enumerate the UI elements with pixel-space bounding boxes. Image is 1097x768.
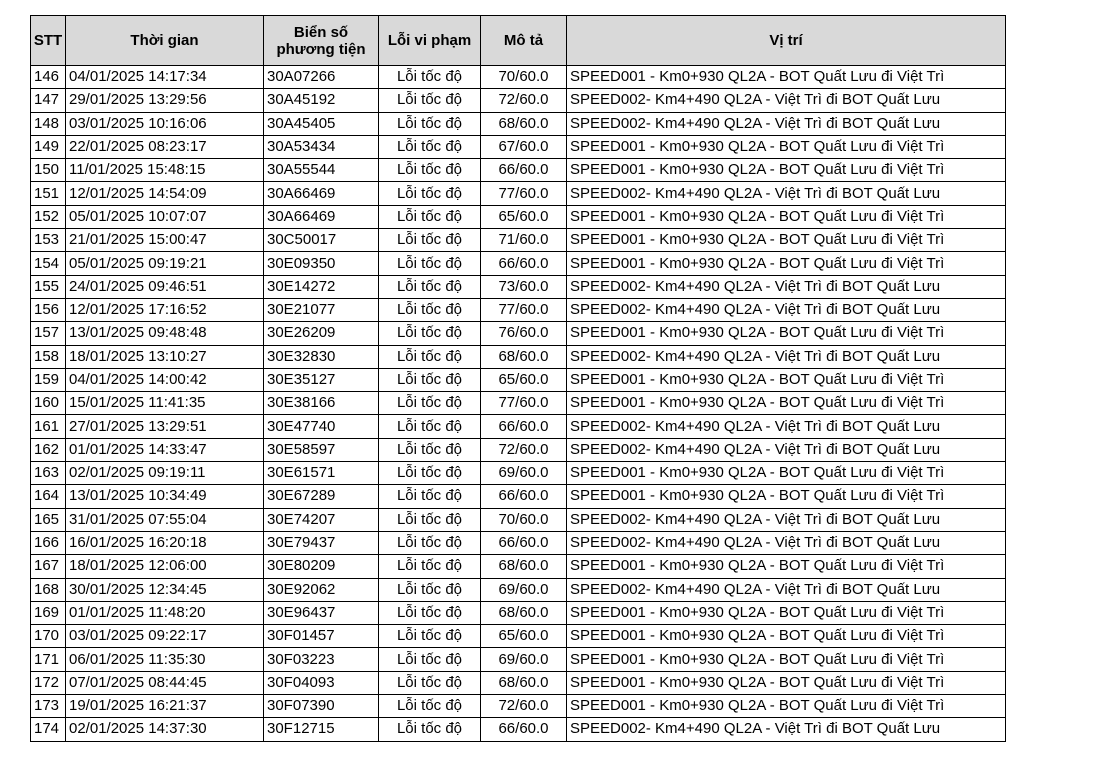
cell-stt: 168 [31,578,66,601]
cell-stt: 151 [31,182,66,205]
cell-error: Lỗi tốc độ [379,415,481,438]
cell-plate: 30E26209 [264,322,379,345]
cell-location: SPEED002- Km4+490 QL2A - Việt Trì đi BOT Quất Lưu [567,345,1006,368]
table-row [31,159,1006,182]
cell-time: 03/01/2025 10:16:06 [66,112,264,135]
cell-stt: 148 [31,112,66,135]
cell-desc: 67/60.0 [481,135,567,158]
cell-plate: 30E74207 [264,508,379,531]
cell-desc: 68/60.0 [481,555,567,578]
cell-stt: 171 [31,648,66,671]
cell-location: SPEED001 - Km0+930 QL2A - BOT Quất Lưu đi Việt Trì [567,252,1006,275]
cell-time: 16/01/2025 16:20:18 [66,531,264,554]
cell-desc: 66/60.0 [481,159,567,182]
cell-error: Lỗi tốc độ [379,89,481,112]
cell-plate: 30A07266 [264,66,379,89]
cell-location: SPEED002- Km4+490 QL2A - Việt Trì đi BOT Quất Lưu [567,438,1006,461]
cell-time: 01/01/2025 14:33:47 [66,438,264,461]
table-row [31,555,1006,578]
cell-time: 27/01/2025 13:29:51 [66,415,264,438]
cell-error: Lỗi tốc độ [379,345,481,368]
cell-error: Lỗi tốc độ [379,66,481,89]
cell-time: 05/01/2025 10:07:07 [66,205,264,228]
cell-location: SPEED002- Km4+490 QL2A - Việt Trì đi BOT Quất Lưu [567,112,1006,135]
cell-location: SPEED001 - Km0+930 QL2A - BOT Quất Lưu đi Việt Trì [567,66,1006,89]
cell-error: Lỗi tốc độ [379,112,481,135]
cell-location: SPEED002- Km4+490 QL2A - Việt Trì đi BOT Quất Lưu [567,415,1006,438]
table-row [31,275,1006,298]
cell-desc: 68/60.0 [481,601,567,624]
cell-location: SPEED001 - Km0+930 QL2A - BOT Quất Lưu đi Việt Trì [567,485,1006,508]
cell-plate: 30A66469 [264,205,379,228]
table-row [31,531,1006,554]
cell-desc: 68/60.0 [481,112,567,135]
cell-time: 02/01/2025 09:19:11 [66,462,264,485]
cell-desc: 68/60.0 [481,345,567,368]
cell-time: 19/01/2025 16:21:37 [66,695,264,718]
cell-stt: 161 [31,415,66,438]
table-row [31,182,1006,205]
cell-time: 18/01/2025 13:10:27 [66,345,264,368]
cell-error: Lỗi tốc độ [379,298,481,321]
cell-plate: 30A55544 [264,159,379,182]
cell-time: 21/01/2025 15:00:47 [66,229,264,252]
cell-time: 31/01/2025 07:55:04 [66,508,264,531]
table-row [31,205,1006,228]
cell-stt: 152 [31,205,66,228]
cell-error: Lỗi tốc độ [379,485,481,508]
cell-location: SPEED001 - Km0+930 QL2A - BOT Quất Lưu đi Việt Trì [567,322,1006,345]
cell-desc: 72/60.0 [481,89,567,112]
cell-time: 30/01/2025 12:34:45 [66,578,264,601]
cell-time: 01/01/2025 11:48:20 [66,601,264,624]
cell-error: Lỗi tốc độ [379,275,481,298]
cell-desc: 69/60.0 [481,648,567,671]
cell-error: Lỗi tốc độ [379,462,481,485]
cell-time: 06/01/2025 11:35:30 [66,648,264,671]
cell-plate: 30E38166 [264,392,379,415]
cell-plate: 30F03223 [264,648,379,671]
cell-error: Lỗi tốc độ [379,135,481,158]
cell-stt: 149 [31,135,66,158]
cell-error: Lỗi tốc độ [379,718,481,741]
cell-time: 22/01/2025 08:23:17 [66,135,264,158]
cell-location: SPEED002- Km4+490 QL2A - Việt Trì đi BOT Quất Lưu [567,182,1006,205]
cell-stt: 153 [31,229,66,252]
cell-time: 13/01/2025 09:48:48 [66,322,264,345]
cell-stt: 163 [31,462,66,485]
cell-time: 18/01/2025 12:06:00 [66,555,264,578]
header-error: Lỗi vi phạm [379,16,481,66]
cell-error: Lỗi tốc độ [379,555,481,578]
cell-time: 24/01/2025 09:46:51 [66,275,264,298]
cell-time: 29/01/2025 13:29:56 [66,89,264,112]
cell-desc: 76/60.0 [481,322,567,345]
cell-stt: 162 [31,438,66,461]
header-location: Vị trí [567,16,1006,66]
cell-desc: 65/60.0 [481,368,567,391]
cell-error: Lỗi tốc độ [379,438,481,461]
table-row [31,508,1006,531]
table-row [31,322,1006,345]
cell-stt: 155 [31,275,66,298]
cell-stt: 169 [31,601,66,624]
cell-desc: 66/60.0 [481,252,567,275]
cell-time: 04/01/2025 14:17:34 [66,66,264,89]
cell-error: Lỗi tốc độ [379,601,481,624]
cell-location: SPEED001 - Km0+930 QL2A - BOT Quất Lưu đi Việt Trì [567,462,1006,485]
cell-plate: 30E47740 [264,415,379,438]
header-time: Thời gian [66,16,264,66]
cell-plate: 30E21077 [264,298,379,321]
cell-plate: 30E96437 [264,601,379,624]
cell-time: 12/01/2025 17:16:52 [66,298,264,321]
cell-time: 13/01/2025 10:34:49 [66,485,264,508]
cell-time: 12/01/2025 14:54:09 [66,182,264,205]
cell-desc: 70/60.0 [481,508,567,531]
cell-location: SPEED001 - Km0+930 QL2A - BOT Quất Lưu đi Việt Trì [567,229,1006,252]
cell-plate: 30F04093 [264,671,379,694]
cell-stt: 150 [31,159,66,182]
cell-plate: 30E79437 [264,531,379,554]
cell-plate: 30E32830 [264,345,379,368]
cell-error: Lỗi tốc độ [379,392,481,415]
cell-plate: 30F12715 [264,718,379,741]
table-row [31,415,1006,438]
table-row [31,135,1006,158]
cell-plate: 30E35127 [264,368,379,391]
cell-location: SPEED001 - Km0+930 QL2A - BOT Quất Lưu đi Việt Trì [567,159,1006,182]
cell-desc: 72/60.0 [481,438,567,461]
table-row [31,462,1006,485]
cell-time: 02/01/2025 14:37:30 [66,718,264,741]
table-row [31,578,1006,601]
table-row [31,252,1006,275]
cell-location: SPEED002- Km4+490 QL2A - Việt Trì đi BOT Quất Lưu [567,718,1006,741]
cell-desc: 66/60.0 [481,531,567,554]
table-row [31,438,1006,461]
cell-location: SPEED001 - Km0+930 QL2A - BOT Quất Lưu đi Việt Trì [567,135,1006,158]
cell-desc: 66/60.0 [481,718,567,741]
cell-stt: 154 [31,252,66,275]
cell-location: SPEED001 - Km0+930 QL2A - BOT Quất Lưu đi Việt Trì [567,671,1006,694]
cell-stt: 159 [31,368,66,391]
cell-stt: 174 [31,718,66,741]
cell-time: 15/01/2025 11:41:35 [66,392,264,415]
cell-location: SPEED002- Km4+490 QL2A - Việt Trì đi BOT Quất Lưu [567,89,1006,112]
cell-desc: 66/60.0 [481,485,567,508]
cell-stt: 157 [31,322,66,345]
cell-plate: 30F01457 [264,625,379,648]
cell-stt: 172 [31,671,66,694]
cell-plate: 30E14272 [264,275,379,298]
cell-desc: 77/60.0 [481,298,567,321]
cell-desc: 66/60.0 [481,415,567,438]
cell-time: 05/01/2025 09:19:21 [66,252,264,275]
header-row [31,16,1006,66]
cell-stt: 170 [31,625,66,648]
cell-stt: 164 [31,485,66,508]
cell-location: SPEED001 - Km0+930 QL2A - BOT Quất Lưu đi Việt Trì [567,368,1006,391]
cell-desc: 68/60.0 [481,671,567,694]
cell-error: Lỗi tốc độ [379,695,481,718]
table-row [31,229,1006,252]
cell-location: SPEED001 - Km0+930 QL2A - BOT Quất Lưu đi Việt Trì [567,205,1006,228]
cell-time: 04/01/2025 14:00:42 [66,368,264,391]
cell-desc: 70/60.0 [481,66,567,89]
cell-location: SPEED002- Km4+490 QL2A - Việt Trì đi BOT Quất Lưu [567,298,1006,321]
cell-time: 07/01/2025 08:44:45 [66,671,264,694]
table-row [31,601,1006,624]
header-plate: Biển số phương tiện [264,16,379,66]
cell-location: SPEED001 - Km0+930 QL2A - BOT Quất Lưu đi Việt Trì [567,625,1006,648]
cell-stt: 160 [31,392,66,415]
cell-stt: 158 [31,345,66,368]
cell-stt: 173 [31,695,66,718]
table-row [31,89,1006,112]
cell-error: Lỗi tốc độ [379,252,481,275]
cell-plate: 30A45405 [264,112,379,135]
cell-plate: 30A66469 [264,182,379,205]
cell-plate: 30A53434 [264,135,379,158]
cell-plate: 30E61571 [264,462,379,485]
cell-desc: 65/60.0 [481,625,567,648]
cell-stt: 146 [31,66,66,89]
cell-plate: 30A45192 [264,89,379,112]
cell-time: 03/01/2025 09:22:17 [66,625,264,648]
table-row [31,345,1006,368]
cell-stt: 167 [31,555,66,578]
cell-location: SPEED001 - Km0+930 QL2A - BOT Quất Lưu đi Việt Trì [567,648,1006,671]
cell-error: Lỗi tốc độ [379,322,481,345]
cell-plate: 30F07390 [264,695,379,718]
table-row [31,112,1006,135]
cell-plate: 30C50017 [264,229,379,252]
cell-error: Lỗi tốc độ [379,229,481,252]
cell-plate: 30E58597 [264,438,379,461]
header-stt: STT [31,16,66,66]
cell-error: Lỗi tốc độ [379,159,481,182]
table-row [31,298,1006,321]
cell-error: Lỗi tốc độ [379,368,481,391]
table-row [31,368,1006,391]
cell-error: Lỗi tốc độ [379,625,481,648]
table-row [31,648,1006,671]
cell-location: SPEED002- Km4+490 QL2A - Việt Trì đi BOT Quất Lưu [567,531,1006,554]
cell-desc: 77/60.0 [481,392,567,415]
cell-error: Lỗi tốc độ [379,578,481,601]
cell-desc: 72/60.0 [481,695,567,718]
cell-error: Lỗi tốc độ [379,648,481,671]
table-body [31,66,1006,742]
cell-stt: 165 [31,508,66,531]
table-row [31,625,1006,648]
cell-stt: 156 [31,298,66,321]
cell-desc: 73/60.0 [481,275,567,298]
cell-time: 11/01/2025 15:48:15 [66,159,264,182]
cell-plate: 30E80209 [264,555,379,578]
cell-plate: 30E92062 [264,578,379,601]
table-header [31,16,1006,66]
cell-stt: 166 [31,531,66,554]
cell-desc: 69/60.0 [481,578,567,601]
cell-error: Lỗi tốc độ [379,182,481,205]
cell-error: Lỗi tốc độ [379,671,481,694]
cell-plate: 30E67289 [264,485,379,508]
cell-error: Lỗi tốc độ [379,531,481,554]
cell-error: Lỗi tốc độ [379,205,481,228]
cell-location: SPEED001 - Km0+930 QL2A - BOT Quất Lưu đi Việt Trì [567,392,1006,415]
cell-location: SPEED002- Km4+490 QL2A - Việt Trì đi BOT Quất Lưu [567,275,1006,298]
table-row [31,392,1006,415]
table-row [31,671,1006,694]
cell-error: Lỗi tốc độ [379,508,481,531]
table-row [31,66,1006,89]
cell-location: SPEED002- Km4+490 QL2A - Việt Trì đi BOT Quất Lưu [567,578,1006,601]
header-desc: Mô tả [481,16,567,66]
table-row [31,718,1006,741]
table-row [31,695,1006,718]
cell-desc: 77/60.0 [481,182,567,205]
cell-stt: 147 [31,89,66,112]
cell-location: SPEED001 - Km0+930 QL2A - BOT Quất Lưu đi Việt Trì [567,555,1006,578]
cell-location: SPEED001 - Km0+930 QL2A - BOT Quất Lưu đi Việt Trì [567,601,1006,624]
cell-location: SPEED001 - Km0+930 QL2A - BOT Quất Lưu đi Việt Trì [567,695,1006,718]
violations-table [30,15,1006,742]
cell-location: SPEED002- Km4+490 QL2A - Việt Trì đi BOT Quất Lưu [567,508,1006,531]
cell-desc: 65/60.0 [481,205,567,228]
table-row [31,485,1006,508]
cell-plate: 30E09350 [264,252,379,275]
cell-desc: 71/60.0 [481,229,567,252]
cell-desc: 69/60.0 [481,462,567,485]
